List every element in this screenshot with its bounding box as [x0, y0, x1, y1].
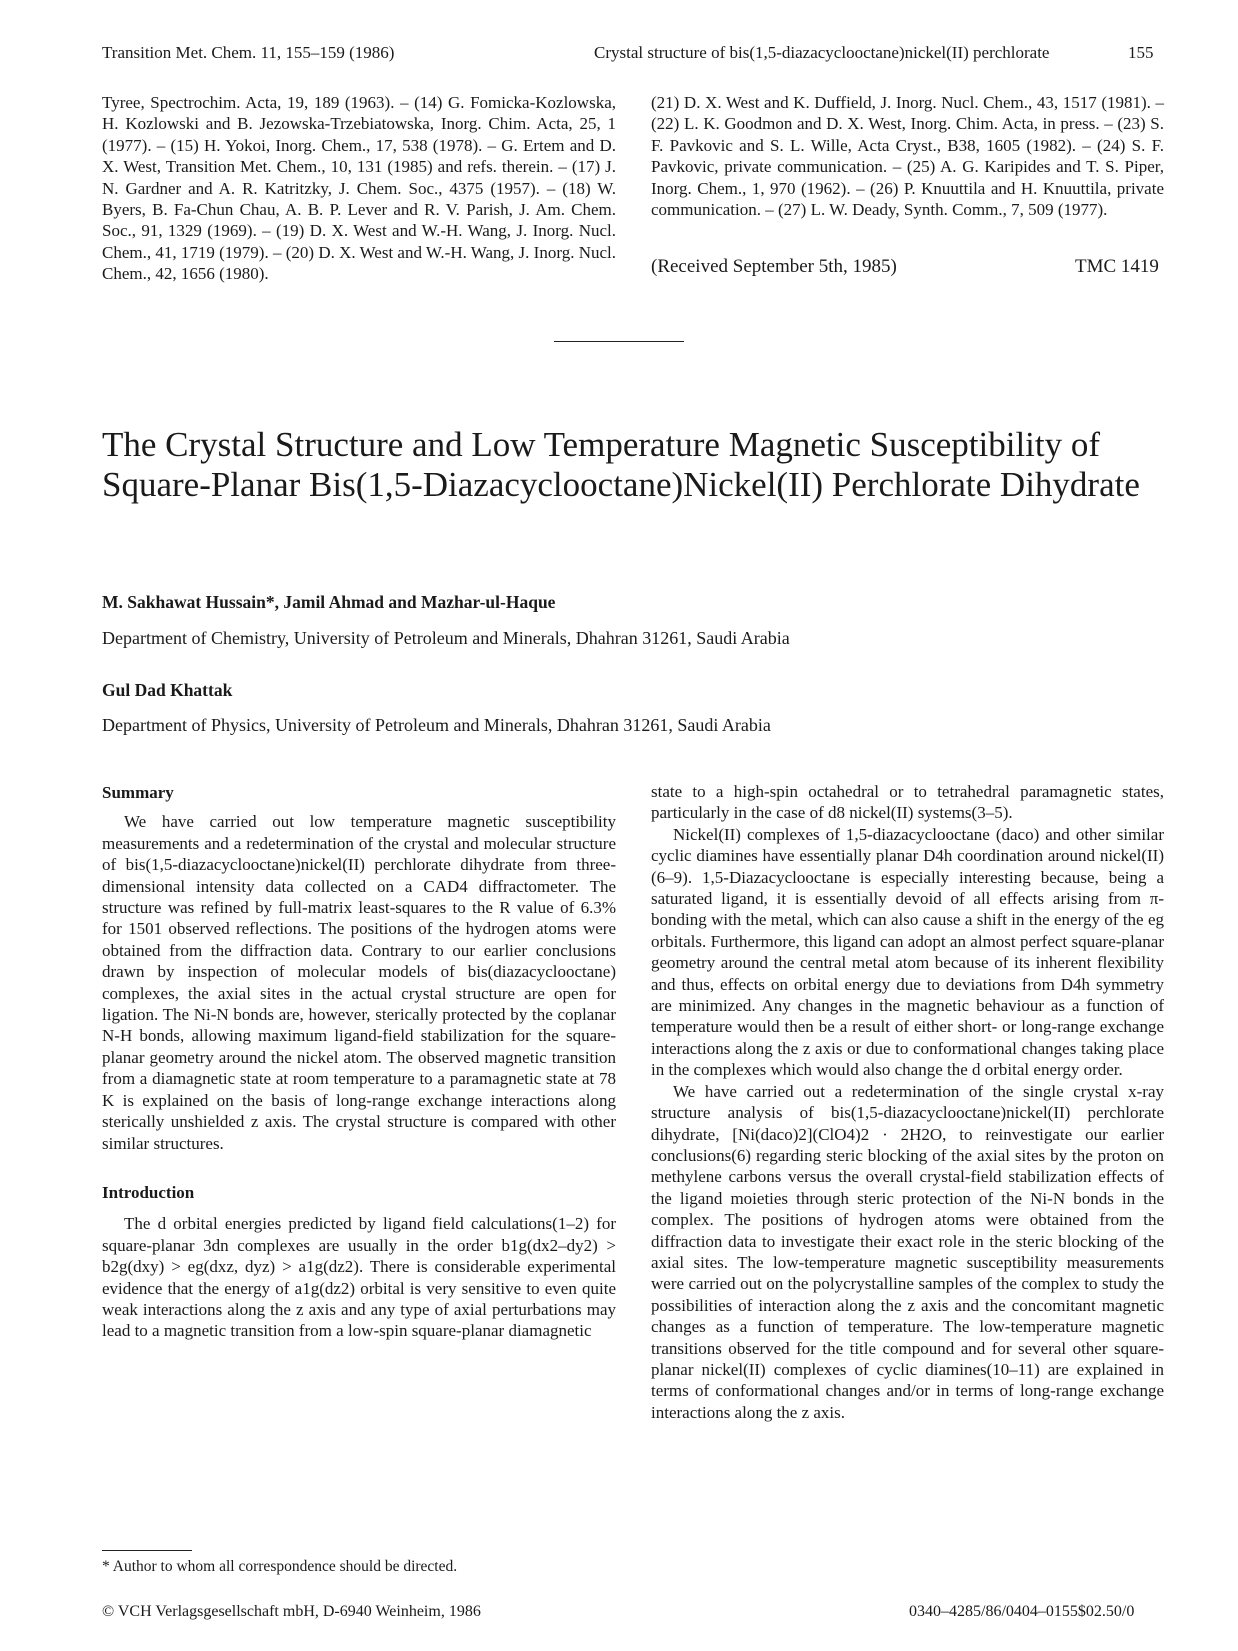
issn-code: 0340–4285/86/0404–0155$02.50/0	[909, 1603, 1135, 1620]
footnote-rule	[102, 1550, 192, 1551]
summary-text: We have carried out low temperature magnetic susceptibility measurements and a redetermination of the crystal and molecular structure of bis(1,5-diazacyclooctane)nickel(II) perchlorate dihydrate from three-dimensional intensity data collected on a CAD4 diffractometer. The structure was refined by full-matrix least-squares to the R value of 6.3% for 1501 observed reflections. The positions of the hydrogen atoms were obtained from the diffraction data. Contrary to our earlier conclusions drawn by inspection of molecular models of bis(diazacyclooctane) complexes, the axial sites in the actual crystal structure are open for ligation. The Ni-N bonds are, however, sterically protected by the coplanar N-H bonds, allowing maximum ligand-field stabilization for the square-planar geometry around the nickel atom. The observed magnetic transition from a diamagnetic state at room temperature to a paramagnetic state at 78 K is explained on the basis of long-range exchange interactions along sterically unshielded z axis. The crystal structure is compared with other similar structures.	[102, 812, 616, 1153]
article-title: The Crystal Structure and Low Temperature Magnetic Susceptibility of Square-Planar Bis(1,5-Diazacyclooctane)Nickel(II) Perchlorate Dihydrate	[102, 425, 1140, 504]
left-column	[102, 782, 616, 1342]
article-separator	[554, 341, 684, 342]
introduction-paragraph-3: We have carried out a redetermination of the single crystal x-ray structure analysis of bis(1,5-diazacyclooctane)nickel(II) perchlorate dihydrate, [Ni(daco)2](ClO4)2 · 2H2O, to reinvestigate our earlier conclusions(6) regarding steric blocking of the axial sites by the proton on methylene carbons versus the overall crystal-field stabilization effects of the ligand moieties through steric protection of the Ni-N bonds in the complex. The positions of hydrogen atoms were obtained from the diffraction data to investigate their exact role in the steric blocking of the axial sites. The low-temperature magnetic susceptibility measurements were carried out on the polycrystalline samples of the complex to study the possibilities of interaction along the z axis and the concomitant magnetic changes as a function of temperature. The low-temperature magnetic transitions observed for the title compound and for several other square-planar nickel(II) complexes of cyclic diamines(10–11) are explained in terms of conformational changes and/or in terms of long-range exchange interactions along the z axis.	[651, 1081, 1164, 1422]
affiliation-physics: Department of Physics, University of Petroleum and Minerals, Dhahran 31261, Saudi Arabia	[102, 715, 771, 735]
introduction-paragraph-1-continued: state to a high-spin octahedral or to tetrahedral paramagnetic states, particularly in the case of d8 nickel(II) systems(3–5).	[651, 782, 1164, 823]
introduction-paragraph-1: The d orbital energies predicted by ligand field calculations(1–2) for square-planar 3dn complexes are usually in the order b1g(dx2–dy2) > b2g(dxy) > eg(dxz, dyz) > a1g(dz2). There is considerable experimental evidence that the energy of a1g(dz2) orbital is very sensitive to even quite weak interactions along the z axis and any type of axial perturbations may lead to a magnetic transition from a low-spin square-planar diamagnetic	[102, 1214, 616, 1341]
authors-physics: Gul Dad Khattak	[102, 680, 233, 700]
affiliation-chemistry: Department of Chemistry, University of Petroleum and Minerals, Dhahran 31261, Saudi Arabia	[102, 628, 790, 648]
publisher-copyright: © VCH Verlagsgesellschaft mbH, D-6940 Weinheim, 1986	[102, 1603, 481, 1620]
introduction-heading: Introduction	[102, 1182, 195, 1202]
author-footnote: * Author to whom all correspondence should be directed.	[102, 1558, 458, 1575]
previous-references-right: (21) D. X. West and K. Duffield, J. Inorg. Nucl. Chem., 43, 1517 (1981). – (22) L. K. Goodmon and D. X. West, Inorg. Chim. Acta, in press. – (23) S. F. Pavkovic and S. L. Wille, Acta Cryst., B38, 1605 (1982). – (24) S. F. Pavkovic, private communication. – (25) A. G. Karipides and T. S. Piper, Inorg. Chem., 1, 970 (1962). – (26) P. Knuuttila and H. Knuuttila, private communication. – (27) L. W. Deady, Synth. Comm., 7, 509 (1977).	[651, 93, 1164, 220]
page-number: 155	[1128, 43, 1154, 62]
running-header-journal: Transition Met. Chem. 11, 155–159 (1986)	[102, 43, 395, 62]
summary-heading: Summary	[102, 783, 174, 802]
received-date: (Received September 5th, 1985)	[651, 256, 897, 277]
right-column	[651, 781, 1164, 1423]
running-header-title: Crystal structure of bis(1,5-diazacyclooctane)nickel(II) perchlorate	[594, 43, 1050, 62]
introduction-paragraph-2: Nickel(II) complexes of 1,5-diazacyclooctane (daco) and other similar cyclic diamines have essentially planar D4h coordination around nickel(II)(6–9). 1,5-Diazacyclooctane is especially interesting because, being a saturated ligand, it is essentially devoid of all effects arising from π-bonding with the metal, which can also cause a shift in the energy of the eg orbitals. Furthermore, this ligand can adopt an almost perfect square-planar geometry around the central metal atom because of its inherent flexibility and thus, effects on orbital energy due to deviations from D4h symmetry are minimized. Any changes in the magnetic behaviour as a function of temperature would then be a result of either short- or long-range exchange interactions along the z axis or due to conformational changes taking place in the complexes which would also change the d orbital energy order.	[651, 824, 1164, 1080]
authors-chemistry: M. Sakhawat Hussain*, Jamil Ahmad and Mazhar-ul-Haque	[102, 592, 556, 612]
previous-references-left: Tyree, Spectrochim. Acta, 19, 189 (1963). – (14) G. Fomicka-Kozlowska, H. Kozlowski and B. Jezowska-Trzebiatowska, Inorg. Chim. Acta, 25, 1 (1977). – (15) H. Yokoi, Inorg. Chem., 17, 538 (1978). – G. Ertem and D. X. West, Transition Met. Chem., 10, 131 (1985) and refs. therein. – (17) J. N. Gardner and A. R. Katritzky, J. Chem. Soc., 4375 (1957). – (18) W. Byers, B. Fa-Chun Chau, A. B. P. Lever and R. V. Parish, J. Am. Chem. Soc., 91, 1329 (1969). – (19) D. X. West and W.-H. Wang, J. Inorg. Nucl. Chem., 41, 1719 (1979). – (20) D. X. West and W.-H. Wang, J. Inorg. Nucl. Chem., 42, 1656 (1980).	[102, 93, 616, 284]
article-code: TMC 1419	[1075, 256, 1159, 277]
